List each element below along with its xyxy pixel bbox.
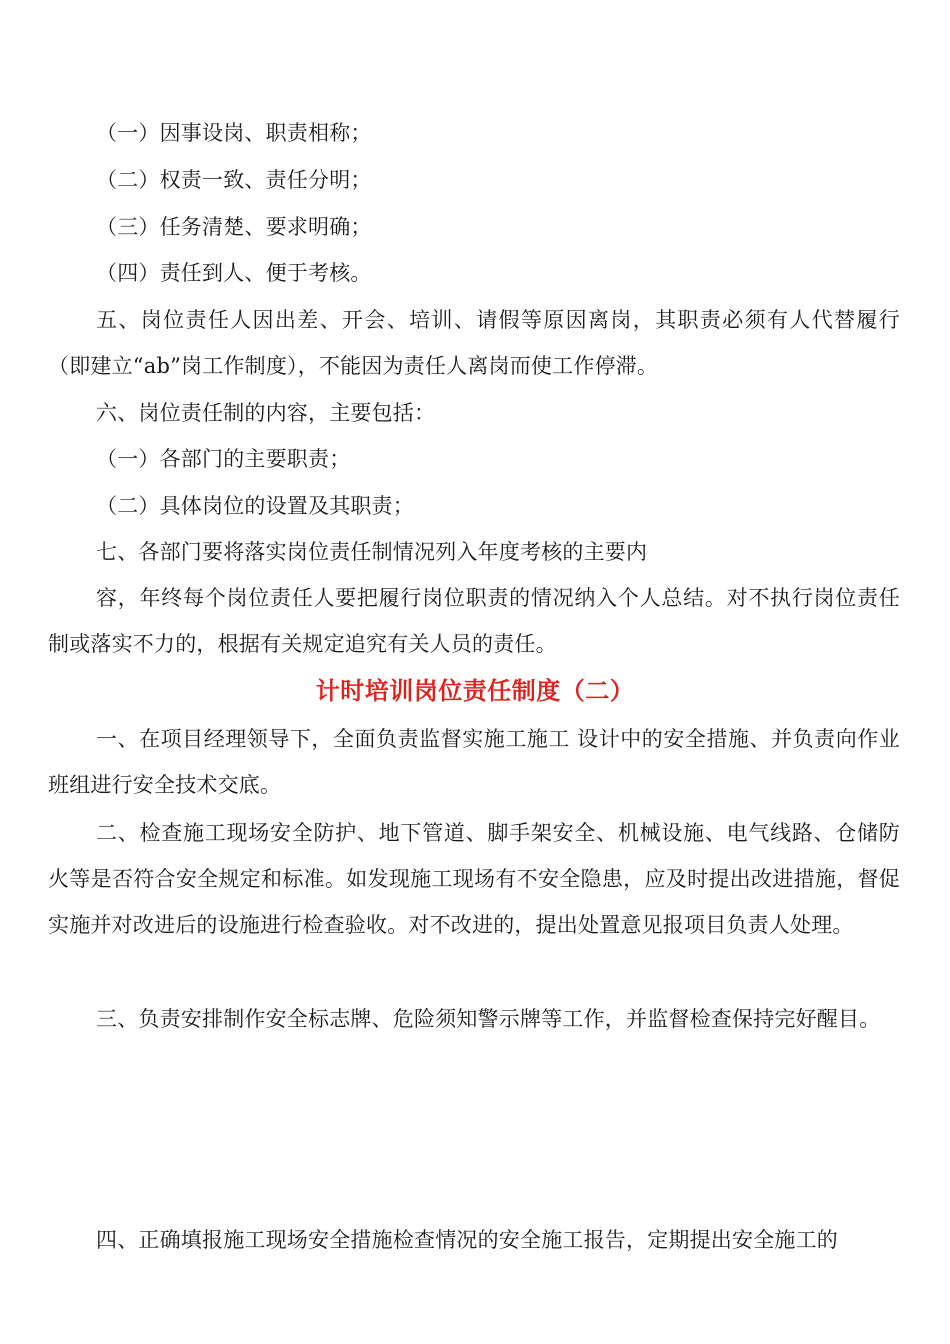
paragraph-five: 五、岗位责任人因出差、开会、培训、请假等原因离岗，其职责必须有人代替履行（即建立“ab”岗工作制度），不能因为责任人离岗而使工作停滞。: [48, 308, 900, 378]
paragraph-seven-first: 七、各部门要将落实岗位责任制情况列入年度考核的主要内: [96, 540, 648, 564]
section-two-paragraph-four: 四、正确填报施工现场安全措施检查情况的安全施工报告，定期提出安全施工的: [96, 1228, 838, 1252]
list-item: （四）责任到人、便于考核。: [96, 261, 372, 285]
paragraph-seven-continued: 容，年终每个岗位责任人要把履行岗位职责的情况纳入个人总结。对不执行岗位责任制或落实不力的，根据有关规定追究有关人员的责任。: [48, 586, 900, 656]
list-item: （二）具体岗位的设置及其职责；: [96, 494, 414, 518]
section-two-paragraph-three: 三、负责安排制作安全标志牌、危险须知警示牌等工作，并监督检查保持完好醒目。: [96, 1007, 881, 1031]
list-item: （一）各部门的主要职责；: [96, 447, 351, 471]
section-title: 计时培训岗位责任制度（二）: [315, 676, 635, 705]
paragraph-six: 六、岗位责任制的内容，主要包括：: [96, 401, 436, 425]
list-item: （二）权责一致、责任分明；: [96, 168, 372, 192]
list-item: （三）任务清楚、要求明确；: [96, 215, 372, 239]
section-two-paragraph-one: 一、在项目经理领导下，全面负责监督实施工施工 设计中的安全措施、并负责向作业班组进行安全技术交底。: [48, 727, 900, 797]
section-two-paragraph-two: 二、检查施工现场安全防护、地下管道、脚手架安全、机械设施、电气线路、仓储防火等是否符合安全规定和标准。如发现施工现场有不安全隐患，应及时提出改进措施，督促实施并对改进后的设施进行检查验收。对不改进的，提出处置意见报项目负责人处理。: [48, 821, 900, 937]
list-item: （一）因事设岗、职责相称；: [96, 121, 372, 145]
